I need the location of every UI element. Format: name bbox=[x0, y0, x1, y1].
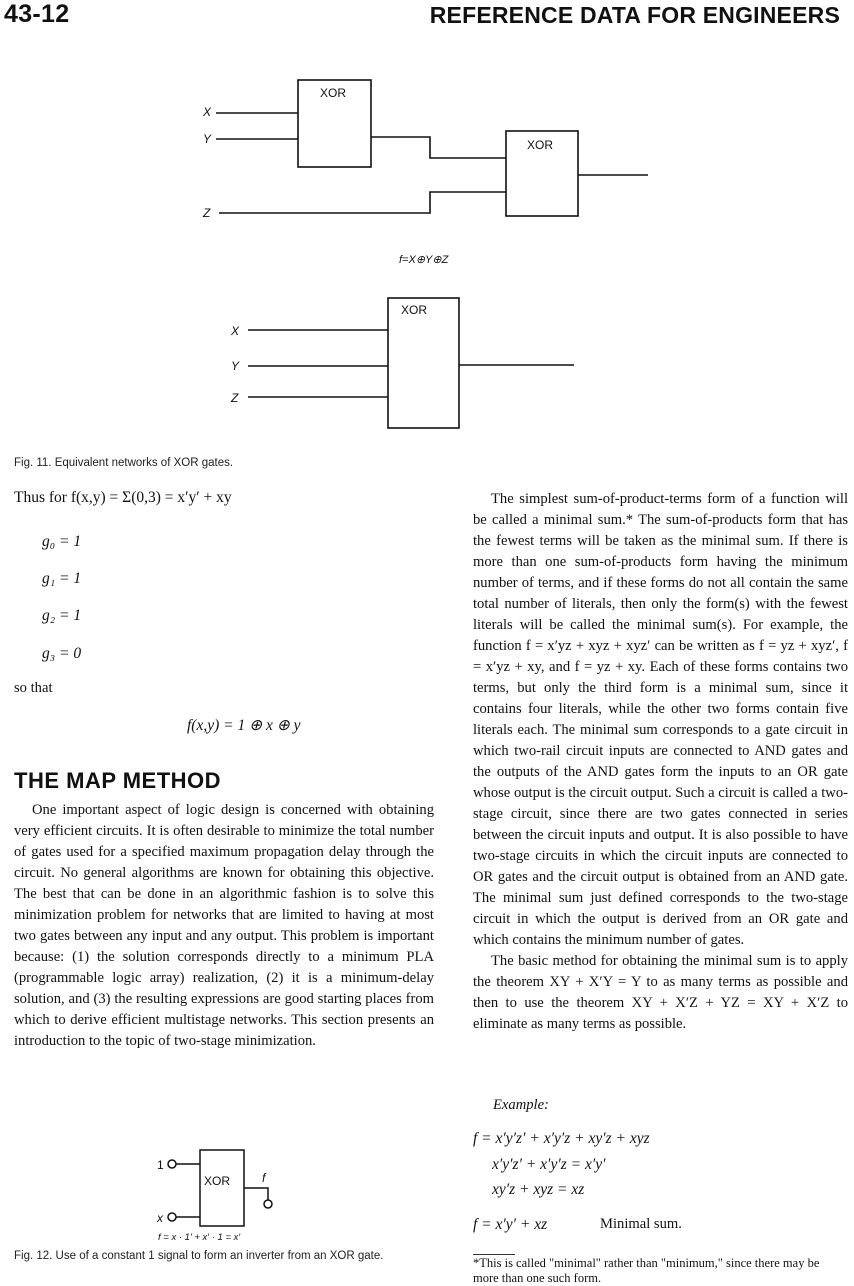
input-label-y: Y bbox=[203, 132, 212, 146]
g2-value: g₂ = 1 bbox=[42, 607, 82, 624]
input-label-z: Z bbox=[203, 206, 211, 220]
wire-gate1-to-gate2 bbox=[371, 137, 506, 158]
output-label-f: f bbox=[262, 1171, 266, 1185]
footnote: *This is called "minimal" rather than "minimum," since there may be more than one such form. bbox=[473, 1256, 820, 1285]
g1-value: g₁ = 1 bbox=[42, 570, 82, 587]
fig11-formula: f=X⊕Y⊕Z bbox=[399, 254, 449, 266]
minimal-sum-paragraph: The simplest sum-of-product-terms form of a function will be called a minimal sum.* The sum-of-products form that has the fewest terms will be taken as the minimal sum. If there is more than one sum-of-products form having the minimum number of terms, and if these forms do not all contain the same total number of literals, then only the form(s) with the fewest literals will be called the minimal sum(s). For example, the function f = x′yz + xyz + xyz′ can be written as f = yz + xyz′, f = x′yz + xy, and f = yz + xy. Each of these forms contains two terms, but only the third form is a minimal sum, since it contains four literals, while the other two forms contain five literals each. The minimal sum corresponds to a gate circuit in which two-rail circuit inputs are connected to AND gates and the outputs of the AND gates form the inputs to an OR gate whose output is the circuit output. Such a circuit is called a two-stage circuit, since there are two gates connected in series between the circuit inputs and output. It is also possible to have two-stage circuits in which the circuit inputs are connected to OR gates and the circuit output is obtained from an AND gate. The minimal sum just defined corresponds to the two-stage circuit in which the output is derived from an OR gate and which contains the minimum number of gates. bbox=[473, 491, 848, 948]
basic-method-paragraph: The basic method for obtaining the minimal sum is to apply the theorem XY + X′Y = Y to as many terms as possible and then to use the theorem XY + X′Z + YZ = XY + X′Z to eliminate as many terms as possible. bbox=[473, 953, 848, 1032]
example-label: Example: bbox=[493, 1097, 549, 1113]
wire-z bbox=[219, 192, 506, 213]
example-eq-1: f = x′y′z′ + x′y′z + xy′z + xyz bbox=[473, 1130, 650, 1147]
input-terminal-x bbox=[168, 1213, 176, 1221]
fig11-diagram bbox=[0, 0, 854, 440]
fig11-caption: Fig. 11. Equivalent networks of XOR gates. bbox=[14, 457, 234, 469]
output-terminal-f bbox=[264, 1200, 272, 1208]
wire-output-f bbox=[244, 1188, 268, 1200]
input-label-y: Y bbox=[231, 359, 240, 373]
g3-value: g₃ = 0 bbox=[42, 645, 82, 662]
example-eq-3: xy′z + xyz = xz bbox=[492, 1181, 585, 1198]
footnote-rule bbox=[473, 1254, 515, 1255]
fig12-diagram bbox=[0, 1140, 440, 1240]
map-method-paragraph: One important aspect of logic design is concerned with obtaining very efficient circuits. It is often desirable to minimize the total number of gates used for a specified maximum propagation delay through the circuit. No general algorithms are known for obtaining this objective. The best that can be done in an algorithmic fashion is to solve this minimization problem for networks that are limited to having at most two gates between any input and any output. This problem is important because: (1) the solution corresponds directly to a minimum PLA (programmable logic array) realization, (2) it is a minimum-delay solution, and (3) the resulting expressions are good starting places from which to derive efficient multistage networks. This section presents an introduction to the topic of two-stage minimization. bbox=[14, 802, 434, 1049]
thus-line: Thus for f(x,y) = Σ(0,3) = x′y′ + xy bbox=[14, 489, 232, 506]
xor-gate-fig12 bbox=[200, 1150, 244, 1226]
minimal-sum-note: Minimal sum. bbox=[600, 1216, 682, 1232]
xor-result: f(x,y) = 1 ⊕ x ⊕ y bbox=[187, 717, 301, 734]
fig12-caption: Fig. 12. Use of a constant 1 signal to form an inverter from an XOR gate. bbox=[14, 1250, 384, 1262]
g0-value: g₀ = 1 bbox=[42, 533, 82, 550]
page-number: 43-12 bbox=[4, 0, 70, 28]
gate-label: XOR bbox=[401, 303, 428, 317]
input-label-x: x bbox=[157, 1211, 163, 1225]
gate-label: XOR bbox=[320, 86, 347, 100]
section-title: THE MAP METHOD bbox=[14, 768, 222, 793]
input-label-x: X bbox=[203, 105, 212, 119]
input-label-x: X bbox=[231, 324, 240, 338]
input-label-1: 1 bbox=[157, 1158, 164, 1172]
example-eq-4: f = x′y′ + xz bbox=[473, 1216, 548, 1233]
xor-gate-3 bbox=[388, 298, 459, 428]
running-title: REFERENCE DATA FOR ENGINEERS bbox=[429, 2, 840, 28]
gate-label: XOR bbox=[204, 1174, 231, 1188]
input-label-z: Z bbox=[231, 391, 239, 405]
so-that: so that bbox=[14, 680, 53, 696]
input-terminal-1 bbox=[168, 1160, 176, 1168]
example-eq-2: x′y′z′ + x′y′z = x′y′ bbox=[492, 1156, 606, 1173]
left-column bbox=[14, 800, 434, 1052]
gate-label: XOR bbox=[527, 138, 554, 152]
fig12-formula: f = x · 1′ + x′ · 1 = x′ bbox=[158, 1232, 241, 1240]
right-column bbox=[473, 489, 848, 1035]
